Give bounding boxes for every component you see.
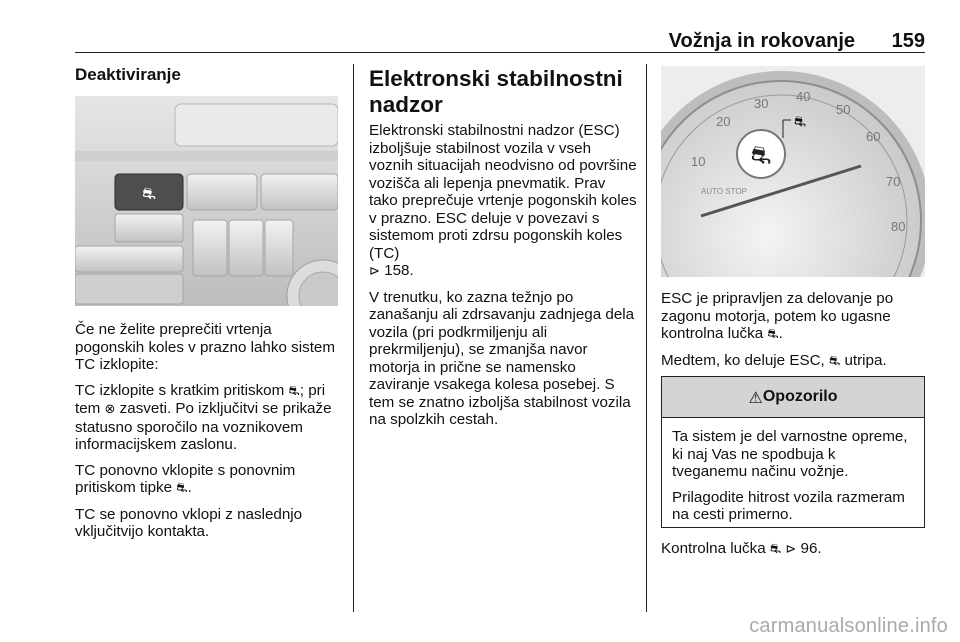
- header-title: Vožnja in rokovanje: [668, 30, 855, 52]
- paragraph: TC izklopite s kratkim pritiskom ⛐; pri tem ⊗ zasveti. Po izključitvi se prikaže statusno sporočilo na voznikovem informacijskem zaslonu.: [75, 381, 332, 453]
- gauge-tick-label: 80: [891, 219, 906, 234]
- paragraph: Če ne želite preprečiti vrtenja pogonskih koles v prazno lahko sistem TC izklopite:: [75, 321, 336, 373]
- warning-box: [661, 376, 925, 528]
- svg-text:⛐: ⛐: [750, 141, 772, 169]
- gauge-tick-label: 70: [886, 174, 901, 189]
- section-heading: Deaktiviranje: [75, 65, 181, 84]
- tc-button-icon: ⛐: [176, 481, 188, 496]
- footer-watermark: carmanualsonline.info: [749, 615, 948, 637]
- paragraph: V trenutku, ko zazna težnjo po zanašanju ali zdrsavanju zadnjega dela vozila (pri podkrmiljenju ali prekrmiljenju), se zmanjša navor motorja in prične se namensko zaviranje vsakega kolesa posebej. S tem se znatno izboljša stabilnost vozila na spolzkih cestah.: [369, 288, 635, 428]
- esc-indicator-icon: ⛐: [767, 327, 779, 342]
- left-text: [75, 321, 345, 549]
- gauge-tick-label: 20: [716, 114, 731, 129]
- svg-text:⛐: ⛐: [794, 114, 807, 130]
- speedometer-illustration: [661, 66, 925, 277]
- paragraph: Kontrolna lučka ⛐ ⊳ 96.: [661, 540, 822, 557]
- paragraph: TC ponovno vklopite s ponovnim pritiskom tipke ⛐.: [75, 461, 296, 496]
- gauge-tick-label: 10: [691, 154, 706, 169]
- paragraph: ESC je pripravljen za delovanje po zagonu motorja, potem ko ugasne kontrolna lučka ⛐.: [661, 290, 894, 342]
- auto-stop-label: AUTO STOP: [701, 187, 747, 196]
- right-text: [661, 290, 927, 378]
- page-reference-arrow-icon: ⊳: [369, 264, 380, 279]
- dashboard-buttons-photo: [75, 96, 338, 306]
- right-text-bottom: [661, 540, 927, 567]
- middle-column: [369, 66, 637, 437]
- warning-header: [662, 377, 924, 418]
- warning-title: Opozorilo: [762, 388, 838, 405]
- paragraph: Medtem, ko deluje ESC, ⛐ utripa.: [661, 351, 887, 369]
- speedometer-photo: [661, 66, 925, 277]
- paragraph: TC se ponovno vklopi z naslednjo vključitvijo kontakta.: [75, 505, 303, 540]
- section-heading: Elektronski stabilnostni nadzor: [369, 66, 623, 117]
- esc-indicator-icon: ⛐: [828, 353, 841, 369]
- warning-body: [662, 418, 924, 524]
- left-column: [75, 66, 343, 84]
- tc-off-indicator-icon: ⊗: [104, 402, 116, 417]
- gauge-tick-label: 30: [754, 96, 769, 111]
- dashboard-buttons-illustration: [75, 96, 338, 306]
- gauge-tick-label: 40: [796, 89, 811, 104]
- paragraph: Ta sistem je del varnostne opreme, ki naj Vas ne spodbuja k tveganemu načinu vožnje.: [672, 428, 908, 480]
- svg-text:⛐: ⛐: [142, 184, 156, 203]
- page-header: [75, 26, 925, 53]
- column-divider: [646, 64, 647, 612]
- gauge-tick-label: 50: [836, 102, 851, 117]
- warning-icon: ⚠: [748, 387, 763, 407]
- page-number: 159: [891, 30, 925, 52]
- paragraph: Prilagodite hitrost vozila razmeram na cesti primerno.: [672, 488, 905, 523]
- esc-indicator-icon: ⛐: [769, 542, 782, 557]
- paragraph: Elektronski stabilnostni nadzor (ESC) izboljšuje stabilnost vozila v vseh voznih situacijah neodvisno od površine vozišča ali lepenja pnevmatik. Prav tako preprečuje vrtenje pogonskih koles v prazno. ESC deluje v povezavi s sistemom proti zdrsu pogonskih koles (TC) ⊳ 158.: [369, 122, 637, 279]
- column-divider: [353, 64, 354, 612]
- tc-off-icon: ⛐: [288, 383, 300, 399]
- page-reference-arrow-icon: ⊳: [785, 542, 797, 557]
- gauge-tick-label: 60: [866, 129, 881, 144]
